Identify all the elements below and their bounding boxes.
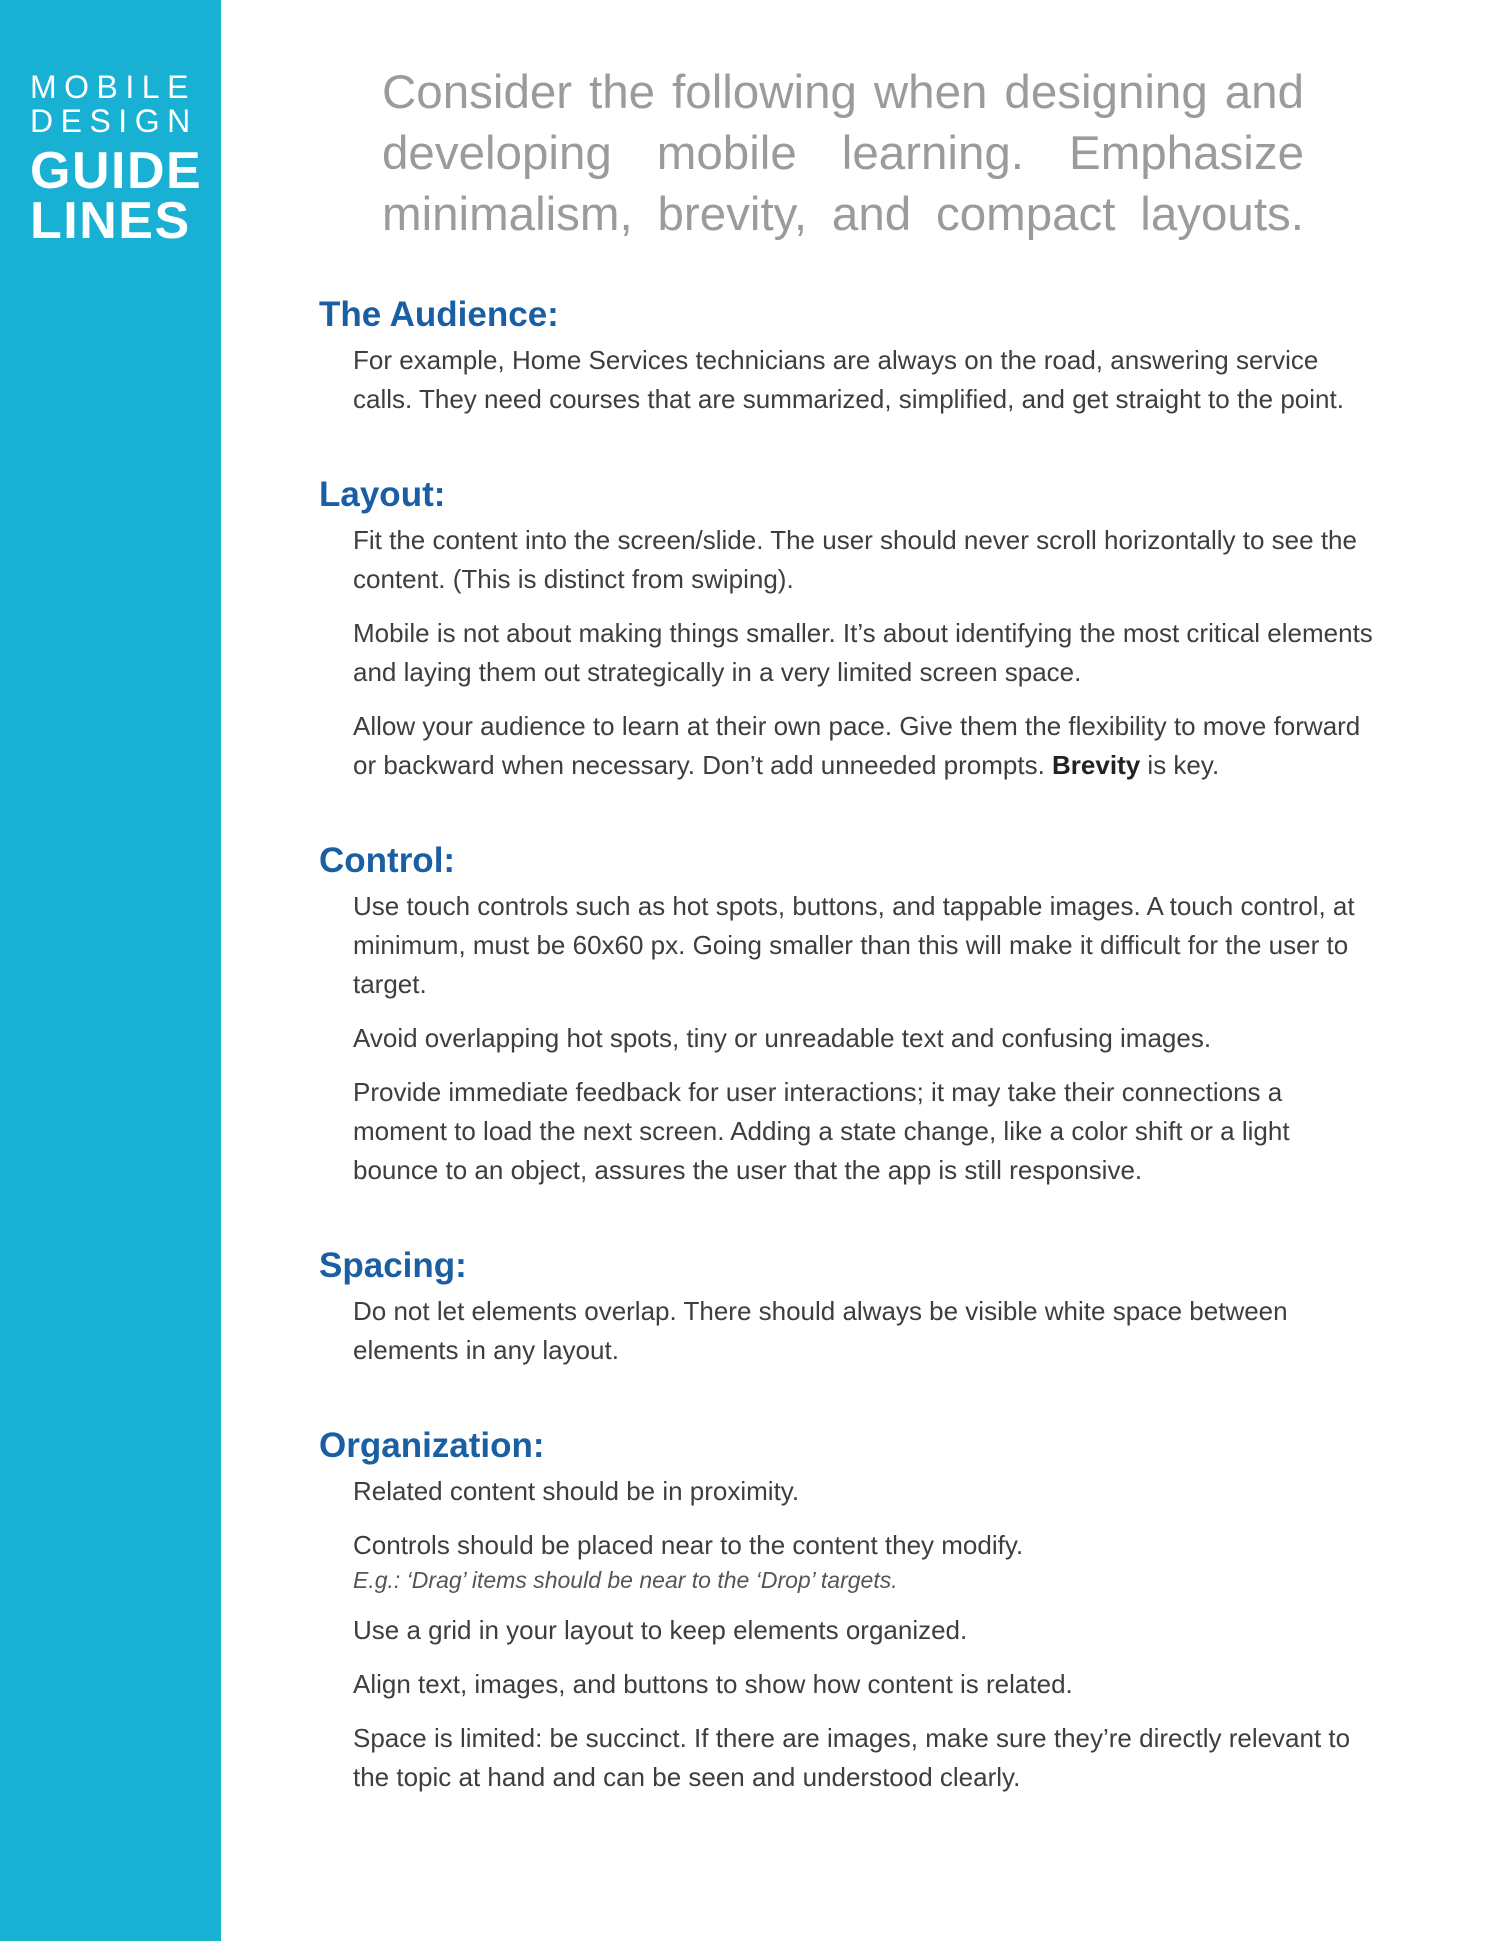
example-note: E.g.: ‘Drag’ items should be near to the ‘Drop’ targets. [353,1567,898,1593]
section-paragraph: Do not let elements overlap. There should always be visible white space between elements in any layout. [353,1296,1288,1365]
section-paragraph: Align text, images, and buttons to show how content is related. [353,1669,1073,1699]
brand-line-lines: LINES [30,192,191,250]
section-heading: Organization: [319,1426,545,1465]
section-organization [319,1424,1379,1797]
section-paragraph: Related content should be in proximity. [353,1476,800,1506]
emphasis-brevity: Brevity [1052,750,1141,780]
section-heading: The Audience: [319,295,559,334]
section-spacing [319,1244,1379,1370]
section-audience [319,293,1379,419]
section-paragraph: Fit the content into the screen/slide. The user should never scroll horizontally to see the content. (This is distinct from swiping). [353,525,1357,594]
guidelines-content [319,293,1379,1797]
brand-line-design: DESIGN [30,103,198,139]
brand-line-guide: GUIDE [30,142,203,200]
brand-title [30,69,203,250]
section-heading: Layout: [319,475,446,514]
section-paragraph: Use touch controls such as hot spots, buttons, and tappable images. A touch control, at minimum, must be 60x60 px. Going smaller than this will make it difficult for the user to target. [353,891,1355,999]
section-layout [319,473,1379,785]
section-control [319,839,1379,1190]
section-paragraph: Space is limited: be succinct. If there are images, make sure they’re directly relevant to the topic at hand and can be seen and understood clearly. [353,1723,1351,1792]
section-heading: Control: [319,841,456,880]
paragraph-text: Allow your audience to learn at their own pace. Give them the flexibility to move forward or backward when necessary. Don’t add unneeded prompts. [353,711,1361,780]
intro-text: Consider the following when designing and developing mobile learning. Emphasize minimalism, brevity, and compact layouts. [382,66,1304,241]
brand-line-mobile: MOBILE [30,69,196,105]
paragraph-text: is key. [1140,750,1220,780]
section-heading: Spacing: [319,1246,467,1285]
section-paragraph: Avoid overlapping hot spots, tiny or unreadable text and confusing images. [353,1023,1212,1053]
section-paragraph: Provide immediate feedback for user interactions; it may take their connections a moment to load the next screen. Adding a state change, like a color shift or a light bounce to an object, assures the user that the app is still responsive. [353,1077,1290,1185]
section-paragraph [319,707,1379,785]
section-paragraph: For example, Home Services technicians are always on the road, answering service calls. They need courses that are summarized, simplified, and get straight to the point. [353,345,1344,414]
section-paragraph: Mobile is not about making things smaller. It’s about identifying the most critical elements and laying them out strategically in a very limited screen space. [353,618,1373,687]
sidebar [0,0,221,1941]
section-paragraph: Controls should be placed near to the content they modify. [353,1530,1024,1560]
section-paragraph: Use a grid in your layout to keep elements organized. [353,1615,968,1645]
